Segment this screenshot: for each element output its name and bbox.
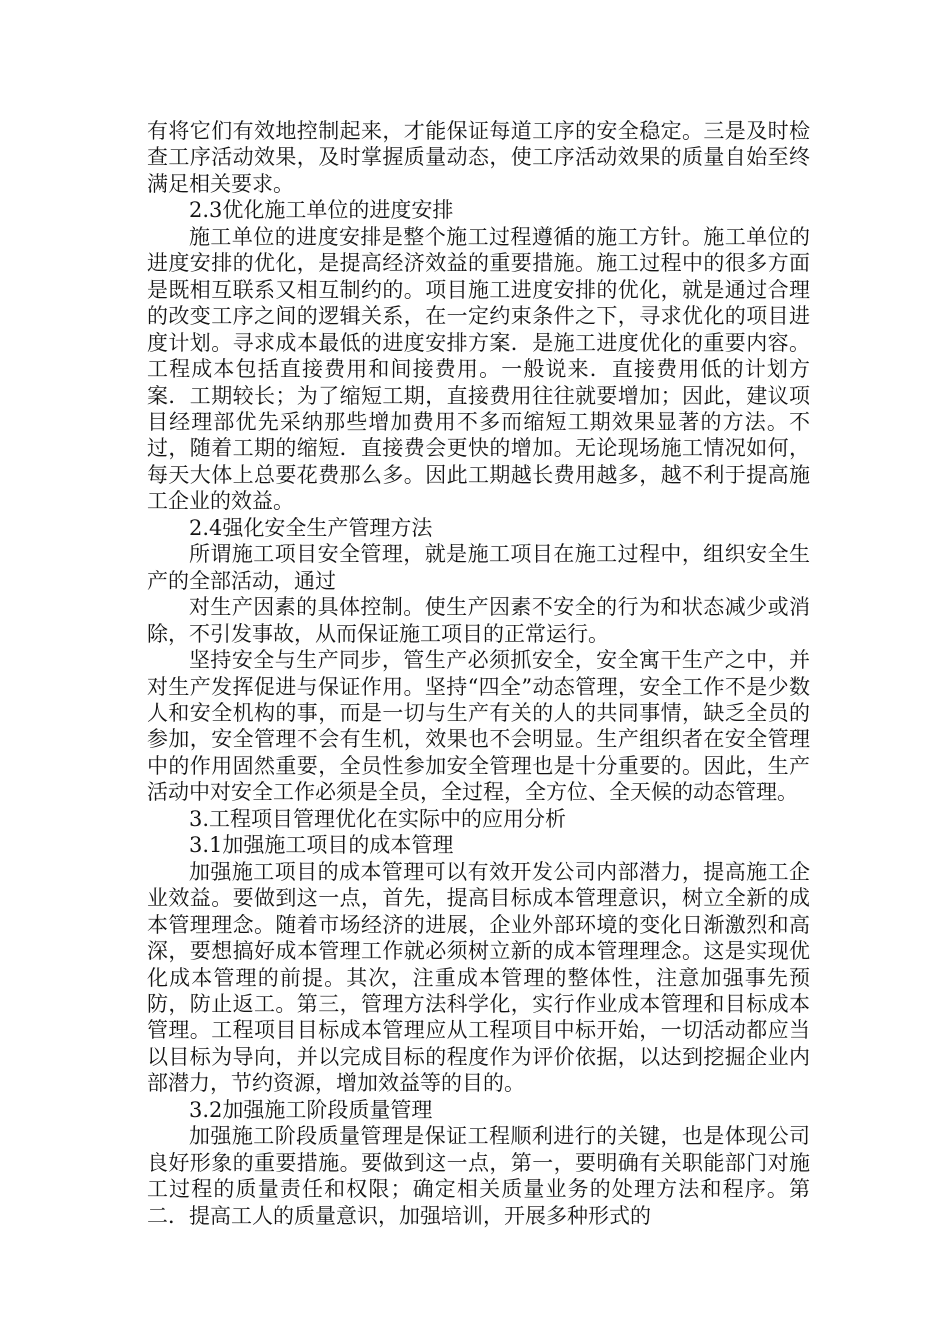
section-heading-3-1: 3.1加强施工项目的成本管理: [189, 833, 454, 858]
section-heading-3: 3.工程项目管理优化在实际中的应用分析: [189, 806, 567, 831]
paragraph-safety-definition: 所谓施工项目安全管理，就是施工项目在施工过程中，组织安全生产的全部活动，通过: [147, 542, 810, 593]
document-page: [147, 118, 810, 1229]
section-heading-2-4: 2.4强化安全生产管理方法: [189, 515, 433, 540]
paragraph-cost-management: 加强施工项目的成本管理可以有效开发公司内部潜力，提高施工企业效益。要做到这一点，首先，提高目标成本管理意识，树立全新的成本管理理念。随着市场经济的进展，企业外部环境的变化日渐激烈和高深，要想搞好成本管理工作就必须树立新的成本管理理念。这是实现优化成本管理的前提。其次，注重成本管理的整体性，注意加强事先预防，防止返工。第三，管理方法科学化，实行作业成本管理和目标成本管理。工程项目目标成本管理应从工程项目中标开始，一切活动都应当以目标为导向，并以完成目标的程度作为评价依据，以达到挖掘企业内部潜力，节约资源，增加效益等的目的。: [147, 859, 810, 1096]
section-heading-3-2: 3.2加强施工阶段质量管理: [189, 1097, 433, 1122]
paragraph-safety-control: 对生产因素的具体控制。使生产因素不安全的行为和状态减少或消除，不引发事故，从而保证施工项目的正常运行。: [147, 595, 810, 646]
paragraph-continuation: 有将它们有效地控制起来，才能保证每道工序的安全稳定。三是及时检查工序活动效果，及时掌握质量动态，使工序活动效果的质量自始至终满足相关要求。: [147, 119, 810, 196]
paragraph-quality-management: 加强施工阶段质量管理是保证工程顺利进行的关键，也是体现公司良好形象的重要措施。要做到这一点，第一，要明确有关职能部门对施工过程的质量责任和权限；确定相关质量业务的处理方法和程序。第二．提高工人的质量意识，加强培训，开展多种形式的: [147, 1124, 810, 1228]
paragraph-safety-principles: 坚持安全与生产同步，管生产必须抓安全，安全寓干生产之中，并对生产发挥促进与保证作用。坚持“四全”动态管理，安全工作不是少数人和安全机构的事，而是一切与生产有关的人的共同事情，缺乏全员的参加，安全管理不会有生机，效果也不会明显。生产组织者在安全管理中的作用固然重要，全员性参加安全管理也是十分重要的。因此，生产活动中对安全工作必须是全员，全过程，全方位、全天候的动态管理。: [147, 648, 810, 805]
paragraph-schedule-optimization: 施工单位的进度安排是整个施工过程遵循的施工方针。施工单位的进度安排的优化，是提高经济效益的重要措施。施工过程中的很多方面是既相互联系又相互制约的。项目施工进度安排的优化，就是通过合理的改变工序之间的逻辑关系，在一定约束条件之下，寻求优化的项目进度计划。寻求成本最低的进度安排方案．是施工进度优化的重要内容。工程成本包括直接费用和间接费用。一般说来．直接费用低的计划方案．工期较长；为了缩短工期，直接费用往往就要增加；因此，建议项目经理部优先采纳那些增加费用不多而缩短工期效果显著的方法。不过，随着工期的缩短．直接费会更快的增加。无论现场施工情况如何，每天大体上总要花费那么多。因此工期越长费用越多，越不利于提高施工企业的效益。: [147, 224, 810, 514]
section-heading-2-3: 2.3优化施工单位的进度安排: [189, 198, 454, 223]
